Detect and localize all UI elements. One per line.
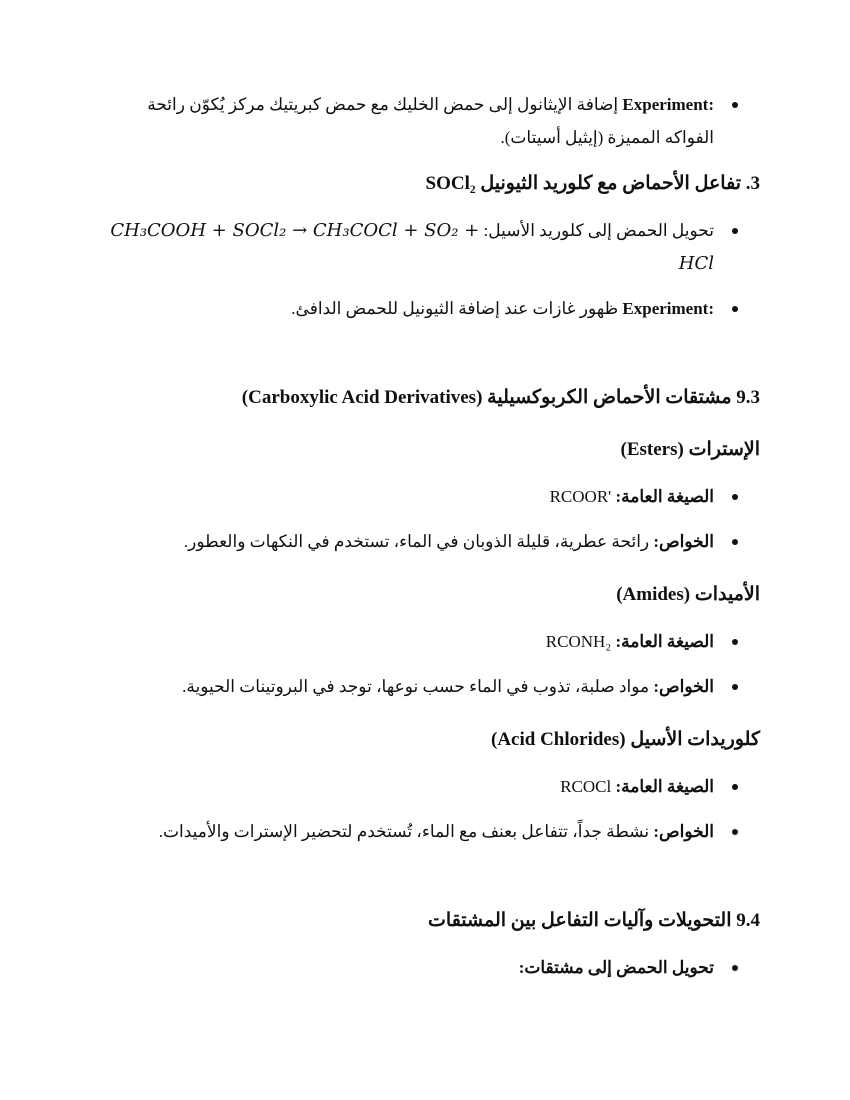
experiment-socl2-item [95,292,760,325]
esters-formula-item [95,480,760,513]
amides-props-item [95,670,760,703]
bullet-icon [732,639,738,645]
acid-chlorides-formula-item [95,770,760,803]
document-page [95,88,760,984]
formula-label: الصيغة العامة: [615,777,714,796]
conversion-derivatives-text: تحويل الحمض إلى مشتقات: [518,958,714,977]
bullet-icon [732,228,738,234]
formula-value: RCONH₂ [545,632,612,651]
bullet-icon [732,306,738,312]
experiment-label: Experiment: [622,95,714,114]
experiment-text: إضافة الإيثانول إلى حمض الخليك مع حمض كبريتيك مركز يُكوّن رائحة الفواكه المميزة (إيثيل أسيتات). [147,95,714,147]
conversion-derivatives-item [95,951,760,984]
subheading-esters: الإسترات (Esters) [620,439,760,460]
experiment-text: ظهور غازات عند إضافة الثيونيل للحمض الدافئ. [291,299,619,318]
section-heading-9-3: 9.3 مشتقات الأحماض الكربوكسيلية (Carboxylic Acid Derivatives) [241,387,760,408]
bullet-icon [732,965,738,971]
bullet-icon [732,494,738,500]
props-label: الخواص: [653,822,714,841]
section-heading-socl2: 3. تفاعل الأحماض مع كلوريد الثيونيل SOCl₂ [425,173,760,194]
props-text: رائحة عطرية، قليلة الذوبان في الماء، تستخدم في النكهات والعطور. [183,532,650,551]
conversion-item [95,214,760,280]
bullet-icon [732,684,738,690]
formula-value: RCOOR' [549,487,612,506]
experiment-label: Experiment: [622,299,714,318]
props-label: الخواص: [653,677,714,696]
reaction-equation: CH₃COOH + SOCl₂ → CH₃COCl + SO₂ + HCl [110,220,714,274]
formula-label: الصيغة العامة: [615,487,714,506]
conversion-text: تحويل الحمض إلى كلوريد الأسيل: [483,221,714,240]
experiment-esterification-item [95,88,760,154]
esters-props-item [95,525,760,558]
acid-chlorides-props-item [95,815,760,848]
props-text: مواد صلبة، تذوب في الماء حسب نوعها، توجد في البروتينات الحيوية. [182,677,650,696]
formula-label: الصيغة العامة: [615,632,714,651]
subheading-acid-chlorides: كلوريدات الأسيل (Acid Chlorides) [490,729,760,750]
formula-value: RCOCl [560,777,612,796]
props-text: نشطة جداً، تتفاعل بعنف مع الماء، تُستخدم لتحضير الإسترات والأميدات. [158,822,650,841]
section-heading-9-4: 9.4 التحويلات وآليات التفاعل بين المشتقات [428,910,760,931]
bullet-icon [732,539,738,545]
props-label: الخواص: [653,532,714,551]
amides-formula-item [95,625,760,658]
bullet-icon [732,102,738,108]
bullet-icon [732,784,738,790]
subheading-amides: الأميدات (Amides) [616,584,760,605]
bullet-icon [732,829,738,835]
